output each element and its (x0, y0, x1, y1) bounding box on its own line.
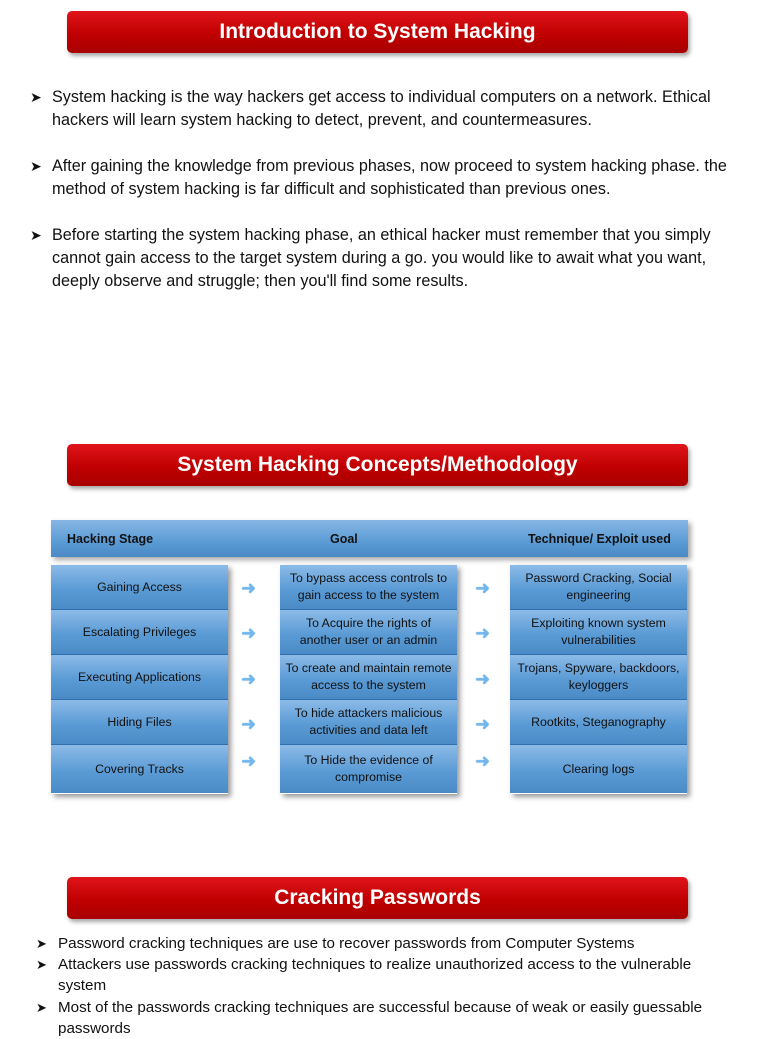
section-title-intro: Introduction to System Hacking (67, 11, 688, 53)
methodology-diagram (51, 519, 688, 795)
technique-column (510, 565, 687, 794)
intro-bullet-list (30, 86, 730, 316)
stage-cell: Executing Applications (51, 655, 228, 700)
arrowhead-bullet-icon: ➤ (30, 227, 42, 243)
right-arrow-icon: ➜ (475, 669, 491, 689)
stage-cell: Gaining Access (51, 565, 228, 610)
stage-cell: Covering Tracks (51, 745, 228, 793)
goal-cell: To Acquire the rights of another user or an admin (280, 610, 457, 655)
right-arrow-icon: ➜ (241, 714, 257, 734)
right-arrow-icon: ➜ (475, 751, 491, 771)
stage-cell: Escalating Privileges (51, 610, 228, 655)
list-item: ➤ System hacking is the way hackers get access to individual computers on a network. Ethical hackers will learn system hacking to detect, prevent, and countermeasures. (30, 88, 711, 129)
goal-cell: To bypass access controls to gain access to the system (280, 565, 457, 610)
technique-cell: Rootkits, Steganography (510, 700, 687, 745)
arrowhead-bullet-icon: ➤ (36, 936, 47, 951)
cracking-bullet-list (36, 933, 736, 1039)
list-item: ➤ Most of the passwords cracking techniques are successful because of weak or easily guessable passwords (36, 999, 703, 1037)
arrowhead-bullet-icon: ➤ (36, 957, 47, 972)
arrowhead-bullet-icon: ➤ (30, 89, 42, 105)
list-item: ➤ Password cracking techniques are use to recover passwords from Computer Systems (36, 935, 635, 952)
table-header (51, 520, 688, 557)
section-title-methodology: System Hacking Concepts/Methodology (67, 444, 688, 486)
goal-cell: To create and maintain remote access to the system (280, 655, 457, 700)
section-title-cracking: Cracking Passwords (67, 877, 688, 919)
right-arrow-icon: ➜ (475, 714, 491, 734)
right-arrow-icon: ➜ (241, 751, 257, 771)
technique-cell: Exploiting known system vulnerabilities (510, 610, 687, 655)
stage-cell: Hiding Files (51, 700, 228, 745)
technique-cell: Trojans, Spyware, backdoors, keyloggers (510, 655, 687, 700)
header-hacking-stage: Hacking Stage (67, 532, 154, 546)
technique-cell: Clearing logs (510, 745, 687, 793)
right-arrow-icon: ➜ (241, 669, 257, 689)
stage-column (51, 565, 228, 794)
arrowhead-bullet-icon: ➤ (36, 1000, 47, 1015)
technique-cell: Password Cracking, Social engineering (510, 565, 687, 610)
goal-cell: To hide attackers malicious activities and data left (280, 700, 457, 745)
right-arrow-icon: ➜ (475, 623, 491, 643)
right-arrow-icon: ➜ (241, 578, 257, 598)
goal-cell: To Hide the evidence of compromise (280, 745, 457, 793)
list-item: ➤ Before starting the system hacking phase, an ethical hacker must remember that you simply cannot gain access to the target system during a go. you would like to await what you want, deeply observe and struggle; then you'll find some results. (30, 226, 711, 290)
right-arrow-icon: ➜ (241, 623, 257, 643)
list-item: ➤ After gaining the knowledge from previous phases, now proceed to system hacking phase. the method of system hacking is far difficult and sophisticated than previous ones. (30, 157, 727, 198)
header-goal: Goal (330, 532, 358, 546)
list-item: ➤ Attackers use passwords cracking techniques to realize unauthorized access to the vulnerable system (36, 956, 692, 994)
arrowhead-bullet-icon: ➤ (30, 158, 42, 174)
goal-column (280, 565, 457, 794)
right-arrow-icon: ➜ (475, 578, 491, 598)
header-technique: Technique/ Exploit used (528, 532, 671, 546)
